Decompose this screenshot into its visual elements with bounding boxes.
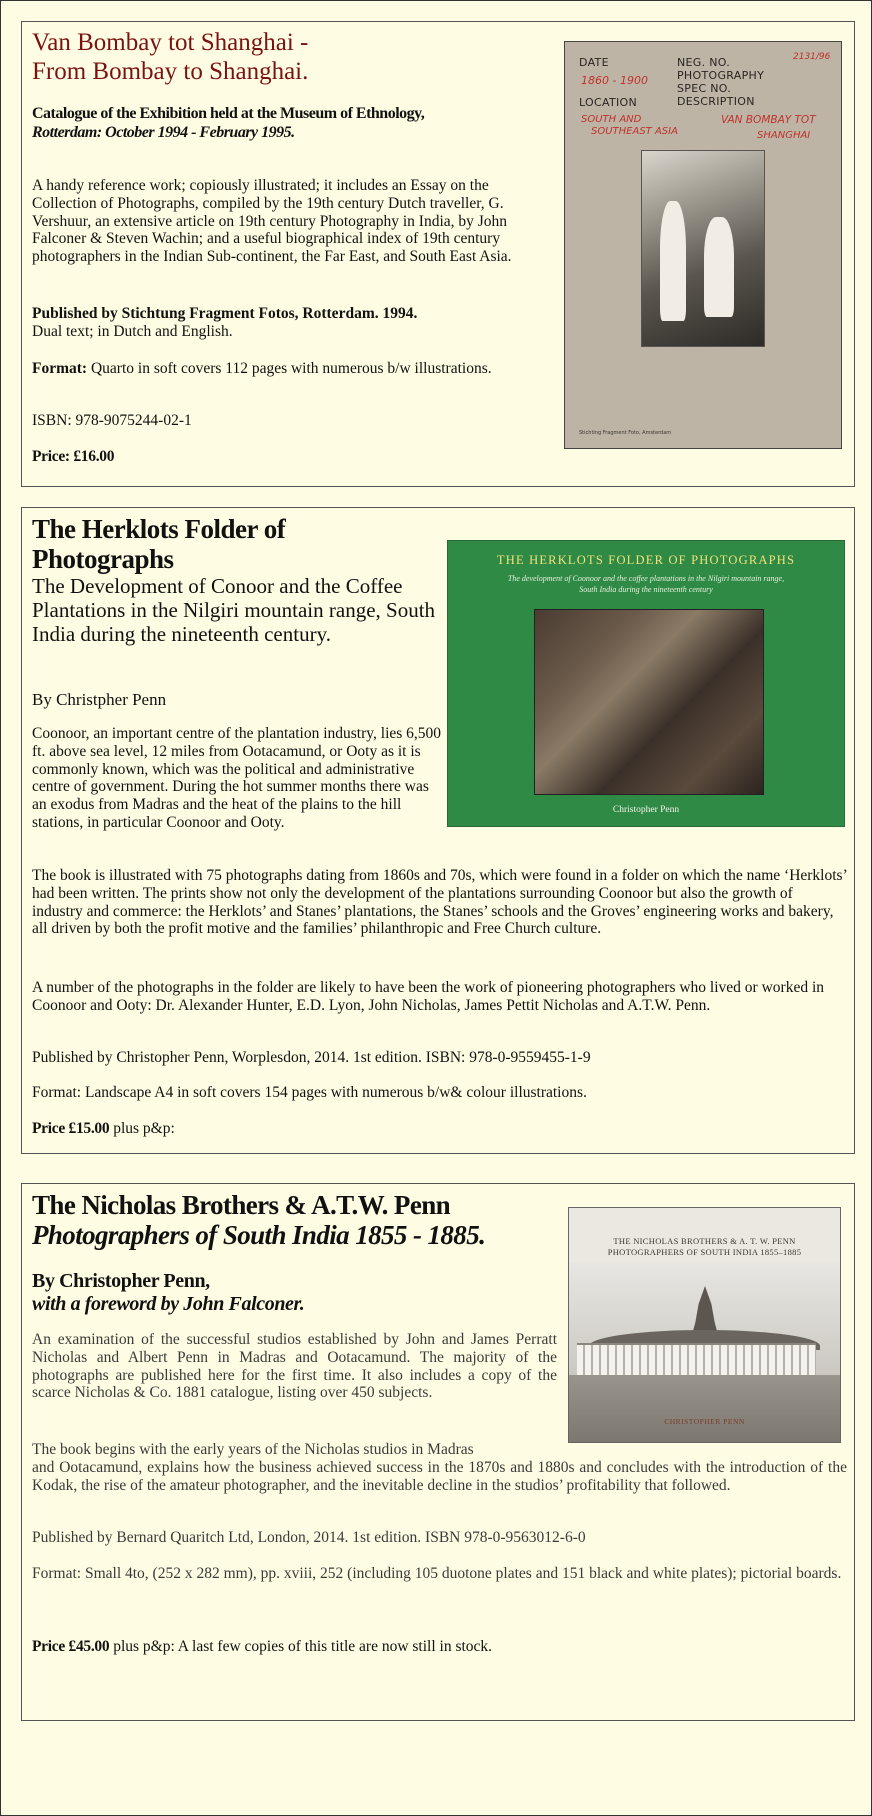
price-suffix: plus p&p: A last few copies of this title are now still in stock. bbox=[109, 1638, 493, 1655]
book-subtitle: The Development of Conoor and the Coffee Plantations in the Nilgiri mountain range, South India during the nineteenth century. bbox=[32, 574, 436, 646]
format-info: Format: Landscape A4 in soft covers 154 pages with numerous b/w& colour illustrations. bbox=[32, 1084, 587, 1101]
book-author: By Christpher Penn bbox=[32, 690, 167, 709]
paragraph-2-line-1: The book begins with the early years of the Nicholas studios in Madras bbox=[32, 1441, 474, 1458]
publisher-info: Published by Bernard Quaritch Ltd, London, 2014. 1st edition. ISBN 978-0-9563012-6-0 bbox=[32, 1529, 586, 1546]
cover-subtitle bbox=[478, 573, 814, 595]
format-text: Quarto in soft covers 112 pages with numerous b/w illustrations. bbox=[87, 360, 492, 377]
paragraph-2: The book is illustrated with 75 photographs dating from 1860s and 70s, which were found in a folder on which the name ‘Herklots’ had been written. The prints show not only the development of the plantations surrounding Coonoor but also the growth of industry and commerce: the Herklots’ and Stanes’ plantations, the Stanes’ schools and the Groves’ engineering works and bakery, all driven by both the profit motive and the families’ philanthropic and Free Church culture. bbox=[32, 867, 847, 938]
cover-title bbox=[569, 1236, 840, 1258]
cover-photograph bbox=[534, 609, 764, 795]
book-title bbox=[32, 28, 552, 86]
format-info: Format: Small 4to, (252 x 282 mm), pp. xviii, 252 (including 105 duotone plates and 151 black and white plates); pictorial boards. bbox=[32, 1565, 842, 1582]
cover-author: Christopher Penn bbox=[612, 805, 680, 815]
cover-description-label: DESCRIPTION bbox=[677, 95, 755, 108]
publisher-info: Published by Christopher Penn, Worplesdon, 2014. 1st edition. ISBN: 978-0-9559455-1-9 bbox=[32, 1049, 591, 1066]
cover-date-value: 1860 - 1900 bbox=[581, 74, 648, 87]
publisher-line: Published by Stichtung Fragment Fotos, Rotterdam. 1994. bbox=[32, 305, 418, 322]
book-title-line-1: The Nicholas Brothers & A.T.W. Penn bbox=[32, 1190, 451, 1220]
cover-specno-label: SPEC NO. bbox=[677, 82, 732, 95]
cover-subtitle-line-1: The development of Coonoor and the coffee plantations in the Nilgiri mountain range, bbox=[507, 574, 785, 583]
paragraph-2: and Ootacamund, explains how the business achieved success in the 1870s and 1880s and concludes with the introduction of the Kodak, the rise of the amateur photographer, and the inevitable decline in the studios’ profitability that followed. bbox=[32, 1459, 847, 1494]
cover-author: CHRISTOPHER PENN bbox=[664, 1417, 745, 1426]
book-panel-van-bombay bbox=[21, 21, 855, 487]
cover-photography-label: PHOTOGRAPHY bbox=[677, 69, 765, 82]
cover-negno-label: NEG. NO. bbox=[677, 56, 731, 69]
cover-corner-number: 2131/96 bbox=[793, 52, 831, 62]
cover-date-label: DATE bbox=[579, 56, 609, 69]
format-label: Format: bbox=[32, 360, 88, 377]
book-cover-image bbox=[564, 41, 842, 449]
cover-location-value-2: SOUTHEAST ASIA bbox=[591, 126, 678, 137]
book-title bbox=[32, 514, 432, 574]
book-title-line-2: Photographs bbox=[32, 544, 174, 574]
byline-author: By Christopher Penn, bbox=[32, 1270, 210, 1292]
book-title bbox=[32, 1190, 562, 1250]
book-title-line-2: From Bombay to Shanghai. bbox=[32, 58, 309, 85]
price-suffix: plus p&p: bbox=[109, 1120, 175, 1137]
price-label: Price £15.00 bbox=[32, 1120, 110, 1137]
book-description: A handy reference work; copiously illustrated; it includes an Essay on the Collection of Photographs, compiled by the 19th century Dutch traveller, G. Vershuur, an extensive article on 19th century Photography in India, by John Falconer & Steven Wachin; and a useful biographical index of 19th century photographers in the Indian Sub-continent, the Far East, and South East Asia. bbox=[32, 177, 512, 266]
cover-title-line-2: PHOTOGRAPHERS OF SOUTH INDIA 1855–1885 bbox=[607, 1247, 802, 1257]
book-title-line-1: The Herklots Folder of bbox=[32, 514, 286, 544]
catalogue-info bbox=[32, 104, 552, 142]
paragraph-3: A number of the photographs in the folder are likely to have been the work of pioneering photographers who lived or worked in Coonoor and Ooty: Dr. Alexander Hunter, E.D. Lyon, John Nicholas, James Pettit Nicholas and A.T.W. Penn. bbox=[32, 979, 825, 1014]
book-panel-herklots bbox=[21, 507, 855, 1154]
cover-title: THE HERKLOTS FOLDER OF PHOTOGRAPHS bbox=[496, 553, 796, 567]
cover-desc-value-1: VAN BOMBAY TOT bbox=[721, 114, 816, 126]
book-byline bbox=[32, 1270, 552, 1316]
book-cover-image bbox=[447, 540, 845, 827]
cover-location-value-1: SOUTH AND bbox=[581, 114, 642, 125]
paragraph-1: An examination of the successful studios established by John and James Perratt Nicholas and Albert Penn in Madras and Ootacamund. The majority of the photographs are published here for the first time. It also includes a copy of the scarce Nicholas & Co. 1881 catalogue, listing over 450 subjects. bbox=[32, 1331, 557, 1402]
cover-title-line-1: THE NICHOLAS BROTHERS & A. T. W. PENN bbox=[613, 1236, 796, 1246]
format-info bbox=[32, 360, 512, 378]
cover-location-label: LOCATION bbox=[579, 96, 637, 109]
cover-desc-value-2: SHANGHAI bbox=[757, 130, 811, 141]
book-cover-image bbox=[568, 1207, 841, 1443]
dual-text-line: Dual text; in Dutch and English. bbox=[32, 322, 233, 340]
catalogue-line-2: Rotterdam: October 1994 - February 1995. bbox=[32, 124, 295, 141]
price bbox=[32, 1638, 847, 1656]
book-title-line-2: Photographers of South India 1855 - 1885. bbox=[32, 1220, 486, 1250]
catalogue-line-1: Catalogue of the Exhibition held at the Museum of Ethnology, bbox=[32, 105, 425, 122]
cover-subtitle-line-2: South India during the nineteenth century bbox=[579, 585, 713, 594]
isbn: ISBN: 978-9075244-02-1 bbox=[32, 412, 192, 429]
cover-footer: Stichting Fragment Foto, Amsterdam bbox=[579, 430, 672, 436]
book-panel-nicholas-brothers bbox=[21, 1183, 855, 1721]
book-title-line-1: Van Bombay tot Shanghai - bbox=[32, 29, 309, 56]
byline-foreword: with a foreword by John Falconer. bbox=[32, 1293, 305, 1315]
price-label: Price £45.00 bbox=[32, 1638, 110, 1655]
paragraph-1: Coonoor, an important centre of the plantation industry, lies 6,500 ft. above sea level, 12 miles from Ootacamund, or Ooty as it is commonly known, which was the political and administrative centre of government. During the hot summer months there was an exodus from Madras and the heat of the plains to the hill stations, in particular Coonoor and Ooty. bbox=[32, 725, 442, 831]
price: Price: £16.00 bbox=[32, 448, 115, 465]
publisher-info bbox=[32, 305, 552, 341]
cover-photograph bbox=[641, 150, 765, 347]
price bbox=[32, 1120, 847, 1138]
